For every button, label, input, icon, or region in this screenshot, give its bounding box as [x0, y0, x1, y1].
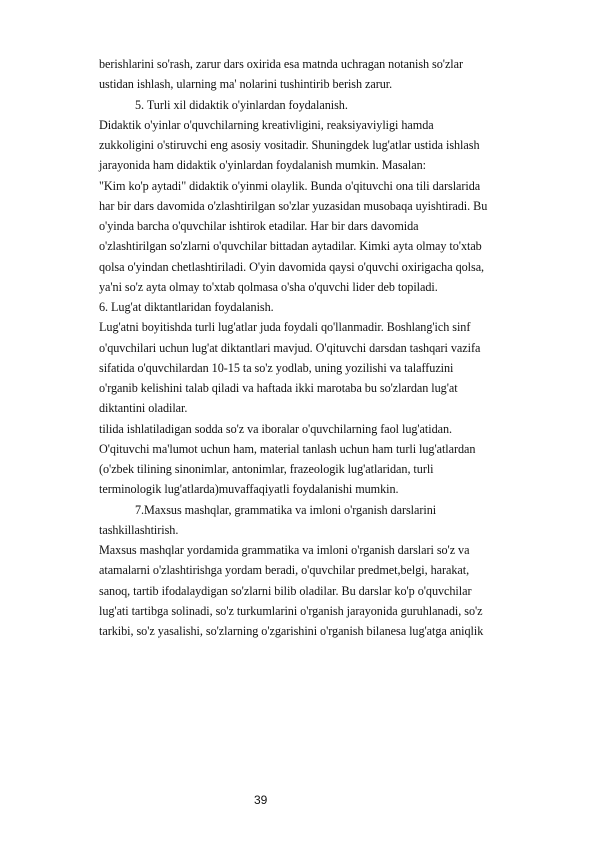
text-line: tarkibi, so'z yasalishi, so'zlarning o'zgarishini o'rganish bilanesa lug'atga aniqlik — [99, 624, 484, 638]
text-line: o'quvchilari uchun lug'at diktantlari mavjud. O'qituvchi darsdan tashqari vazifa — [99, 340, 481, 355]
text-line: Didaktik o'yinlar o'quvchilarning kreativligini, reaksiyaviyligi hamda — [99, 117, 434, 132]
text-line: zukkoligini o'stiruvchi eng asosiy vositadir. Shuningdek lug'atlar ustida ishlash — [99, 138, 480, 152]
section-heading: 5. Turli xil didaktik o'yinlardan foydalanish. — [135, 97, 348, 112]
text-line: sanoq, tartib ifodalaydigan so'zlarni bilib oladilar. Bu darslar ko'p o'quvchilar — [99, 583, 472, 598]
section-heading: 7.Maxsus mashqlar, grammatika va imloni o'rganish darslarini — [135, 502, 437, 517]
text-line: lug'ati tartibga solinadi, so'z turkumlarini o'rganish jarayonida guruhlanadi, so'z — [99, 603, 483, 618]
text-line: o'yinda barcha o'quvchilar ishtirok etadilar. Har bir dars davomida — [99, 219, 419, 233]
text-line: Lug'atni boyitishda turli lug'atlar juda foydali qo'llanmadir. Boshlang'ich sinf — [99, 320, 471, 335]
section-heading: 6. Lug'at diktantlaridan foydalanish. — [99, 300, 274, 314]
text-line: terminologik lug'atlarda)muvaffaqiyatli foydalanishi mumkin. — [99, 482, 399, 497]
text-line: har bir dars davomida o'zlashtirilgan so'zlar yuzasidan musobaqa uyishtiradi. Bu — [99, 198, 488, 213]
text-line: tilida ishlatiladigan sodda so'z va iboralar o'quvchilarning faol lug'atidan. — [99, 421, 453, 436]
text-line: atamalarni o'zlashtirishga yordam beradi, o'quvchilar predmet,belgi, harakat, — [99, 563, 470, 578]
text-line: sifatida o'quvchilardan 10-15 ta so'z yodlab, uning yozilishi va talaffuzini — [99, 360, 454, 375]
text-line: jarayonida ham didaktik o'yinlardan foydalanish mumkin. Masalan: — [99, 158, 426, 173]
text-line: ustidan ishlash, ularning ma' nolarini tushintirib berish zarur. — [99, 77, 393, 92]
page-number: 39 — [254, 793, 268, 807]
text-line: o'rganib kelishini talab qiladi va haftada ikki marotaba bu so'zlardan lug'at — [99, 381, 458, 395]
text-line: ya'ni so'z ayta olmay to'xtab qolmasa o'sha o'quvchi lider deb topiladi. — [99, 279, 438, 294]
text-line: diktantini oladilar. — [99, 401, 188, 416]
section-heading-continuation: tashkillashtirish. — [99, 522, 179, 537]
text-line: Maxsus mashqlar yordamida grammatika va imloni o'rganish darslari so'z va — [99, 543, 470, 557]
text-line: "Kim ko'p aytadi" didaktik o'yinmi olaylik. Bunda o'qituvchi ona tili darslarida — [99, 178, 481, 193]
text-line: o'zlashtirilgan so'zlarni o'quvchilar bittadan aytadilar. Kimki ayta olmay to'xtab — [99, 239, 482, 254]
text-line: (o'zbek tilining sinonimlar, antonimlar, frazeologik lug'atlaridan, turli — [99, 462, 434, 476]
text-line: qolsa o'yindan chetlashtiriladi. O'yin davomida qaysi o'quvchi oxirigacha qolsa, — [99, 259, 485, 274]
text-line: O'qituvchi ma'lumot uchun ham, material tanlash uchun ham turli lug'atlardan — [99, 441, 476, 456]
text-line: berishlarini so'rash, zarur dars oxirida esa matnda uchragan notanish so'zlar — [99, 57, 464, 71]
body-text — [99, 54, 559, 641]
